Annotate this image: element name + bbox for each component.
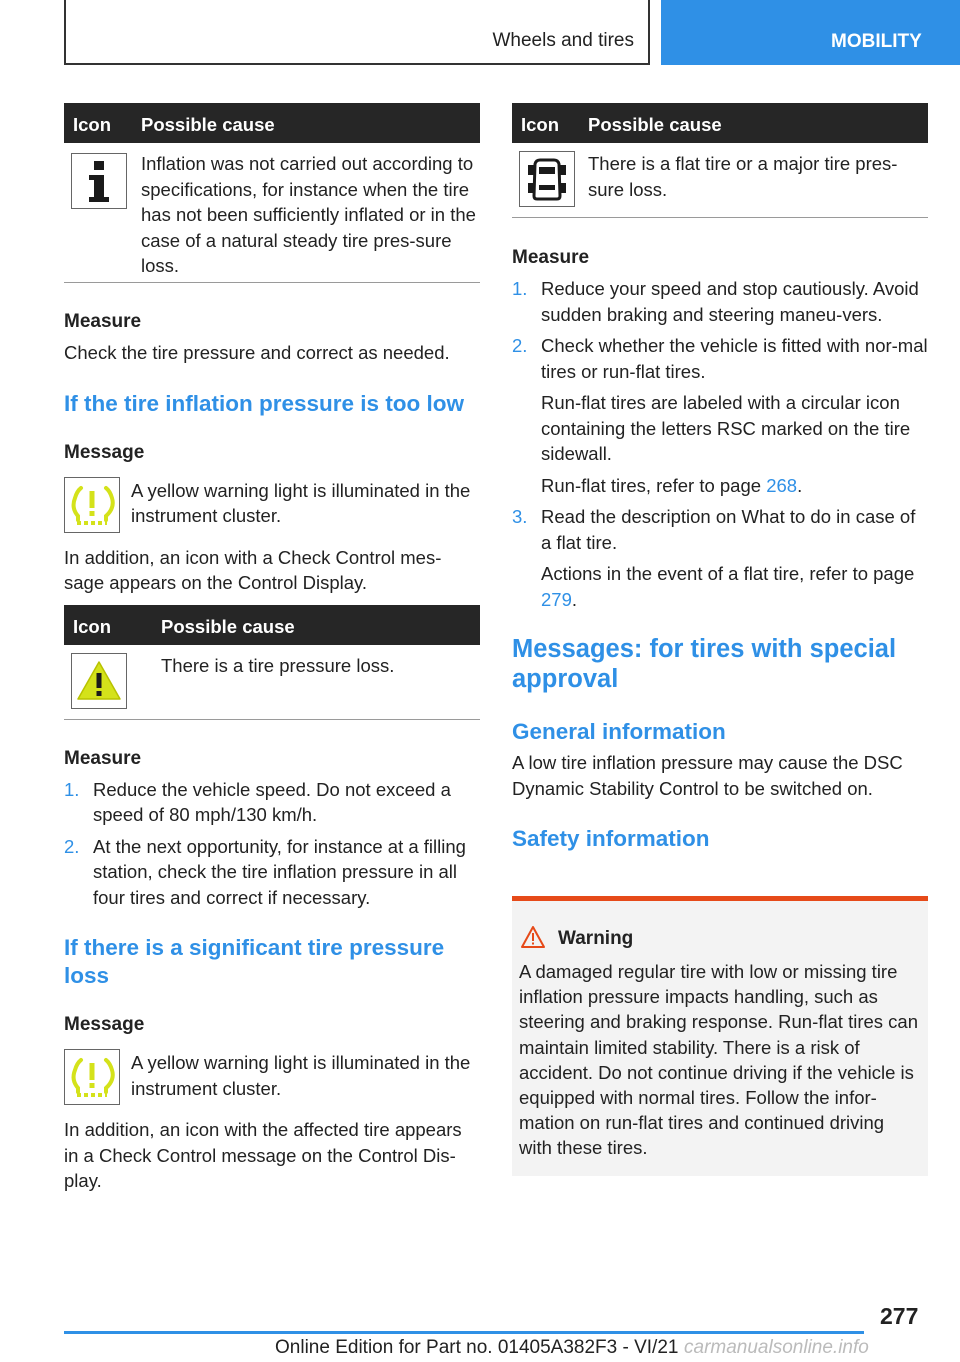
list-text: Check whether the vehicle is fitted with nor-mal tires or run-flat tires.: [541, 335, 928, 382]
table-header-icon: Icon: [73, 615, 112, 637]
message-text: A yellow warning light is illuminated in the instrument cluster.: [131, 1052, 471, 1099]
tire-pressure-warning-icon: [64, 477, 120, 533]
measure-list: [64, 777, 480, 911]
warning-title: Warning: [558, 928, 634, 949]
list-subtext-ref: [541, 561, 928, 612]
table-header: [64, 103, 480, 143]
heading-general-information: General information: [512, 719, 726, 744]
right-column: [512, 103, 928, 853]
table-header-cause: Possible cause: [141, 114, 275, 135]
table-cause-text: There is a flat tire or a major tire pres-sure loss.: [588, 153, 898, 200]
list-subtext: Run-flat tires are labeled with a circular icon containing the letters RSC marked on the tire sidewall.: [541, 392, 911, 464]
page-number: 277: [880, 1303, 919, 1329]
header-chapter-label: MOBILITY: [831, 31, 922, 52]
list-text: Read the description on What to do in case of a flat tire.: [541, 506, 916, 553]
list-item: [64, 777, 480, 828]
message-row: [64, 1047, 480, 1111]
warning-triangle-icon: [71, 653, 127, 709]
list-text: At the next opportunity, for instance at a filling station, check the tire inflation pressure in all four tires and correct if necessary.: [93, 835, 466, 908]
table-header-cause: Possible cause: [161, 615, 295, 637]
table-cause-text: There is a tire pressure loss.: [161, 654, 395, 676]
list-number: 2.: [512, 335, 528, 356]
heading-significant-loss: If there is a significant tire pressure loss: [64, 935, 445, 988]
list-text: Reduce the vehicle speed. Do not exceed a speed of 80 mph/130 km/h.: [93, 778, 451, 825]
table-row: [64, 143, 480, 283]
list-item: [512, 276, 928, 327]
heading-special-approval: Messages: for tires with special approval: [512, 635, 897, 693]
addition-text: In addition, an icon with the affected tire appears in a Check Control message on the Control Dis-play.: [64, 1119, 462, 1191]
list-item: [512, 333, 928, 498]
measure-label: Measure: [64, 311, 142, 332]
ref-prefix: Run-flat tires, refer to page: [541, 474, 767, 496]
table-header-icon: Icon: [73, 114, 112, 135]
left-column: [64, 103, 480, 1194]
list-number: 1.: [512, 278, 528, 299]
list-number: 1.: [64, 778, 80, 800]
table-header: [64, 605, 480, 645]
heading-safety-information: Safety information: [512, 826, 710, 851]
warning-text: A damaged regular tire with low or missing tire inflation pressure impacts handling, such as steering and braking response. Run-flat tires can maintain limited stability. There is a risk of accident. Do not continue driving if the vehicle is equipped with normal tires. Follow the infor-mation on run-flat tires and continued driving with these tires.: [519, 961, 918, 1159]
table-row: [64, 645, 480, 720]
list-number: 3.: [512, 506, 528, 527]
message-text: A yellow warning light is illuminated in the instrument cluster.: [131, 479, 471, 526]
measure-list: [512, 276, 928, 612]
measure-text: Check the tire pressure and correct as needed.: [64, 342, 450, 363]
table-row: [512, 143, 928, 218]
warning-triangle-icon: [520, 925, 546, 949]
ref-suffix: .: [571, 588, 578, 610]
heading-pressure-too-low: If the tire inflation pressure is too low: [64, 390, 465, 416]
table-header: [512, 103, 928, 143]
footer-edition: Online Edition for Part no. 01405A382F3 - VI/21: [275, 1337, 679, 1358]
header-section-title: Wheels and tires: [492, 30, 634, 51]
list-number: 2.: [64, 835, 80, 857]
message-label: Message: [64, 1014, 145, 1035]
measure-label: Measure: [512, 247, 590, 268]
general-text: A low tire inflation pressure may cause the DSC Dynamic Stability Control to be switched on.: [512, 752, 903, 799]
page-link-268[interactable]: 268: [766, 474, 798, 496]
tire-pressure-warning-icon: [64, 1049, 120, 1105]
header-chapter-tab: [661, 0, 960, 65]
table-cause-text: Inflation was not carried out according to specifications, for instance when the tire has not been sufficiently inflated or in the case of a natural steady tire pres-sure loss.: [141, 153, 476, 276]
warning-box: [512, 896, 928, 1176]
ref-suffix: .: [797, 474, 803, 496]
footer-divider: [64, 1331, 864, 1334]
page-link-279[interactable]: 279: [541, 588, 572, 610]
footer-watermark: carmanualsonline.info: [684, 1337, 869, 1358]
flat-tire-car-icon: [519, 151, 575, 207]
addition-text: In addition, an icon with a Check Control mes-sage appears on the Control Display.: [64, 546, 442, 593]
measure-label: Measure: [64, 747, 142, 769]
table-header-icon: Icon: [521, 114, 560, 135]
table-header-cause: Possible cause: [588, 114, 722, 135]
list-text: Reduce your speed and stop cautiously. Avoid sudden braking and steering maneu-vers.: [541, 278, 919, 325]
message-row: [64, 475, 480, 539]
info-icon: [71, 153, 127, 209]
header-section-box: [64, 0, 650, 65]
list-subtext-ref: [541, 473, 928, 499]
list-item: [64, 834, 480, 911]
message-label: Message: [64, 441, 145, 463]
ref-prefix: Actions in the event of a flat tire, refer to page: [541, 563, 915, 584]
list-item: [512, 504, 928, 612]
